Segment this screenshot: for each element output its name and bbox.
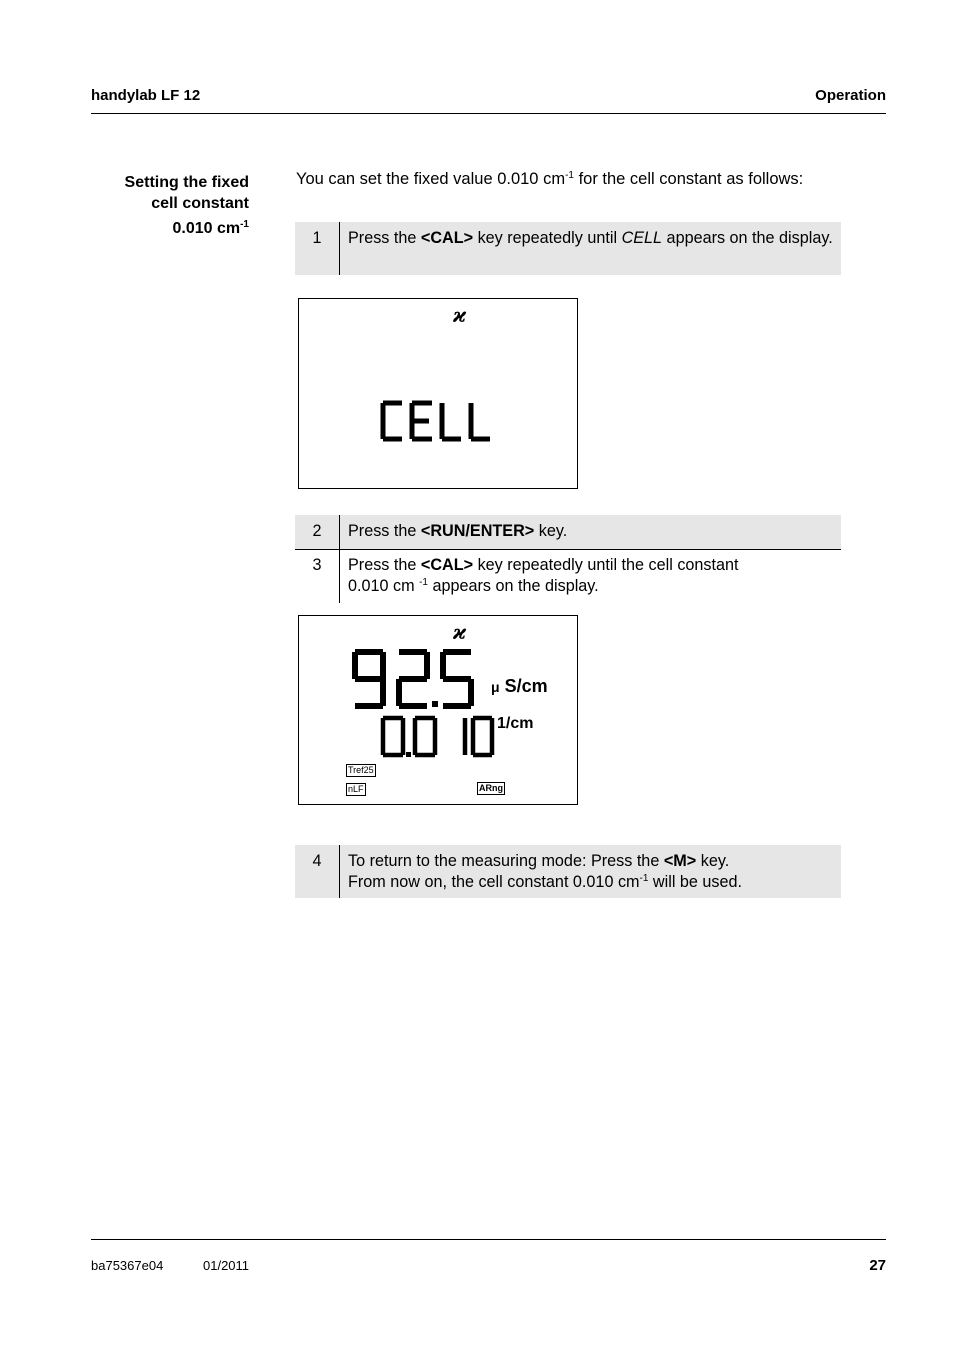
step-text (348, 228, 833, 249)
page-number: 27 (869, 1257, 886, 1274)
step-2 (295, 515, 841, 549)
step-4-part2: key. (696, 852, 730, 870)
step-4-part1: To return to the measuring mode: Press the (348, 852, 664, 870)
cell-term: CELL (621, 229, 663, 247)
header-section: Operation (815, 87, 886, 104)
header-rule (91, 113, 886, 114)
step-4-part4: will be used. (648, 872, 743, 891)
intro-text (296, 170, 803, 189)
side-heading-line1: Setting the fixed (124, 174, 249, 191)
conductivity-symbol-icon: ϰ (453, 303, 467, 327)
header-title: handylab LF 12 (91, 87, 201, 104)
step-divider (339, 550, 340, 603)
m-key: <M> (663, 852, 697, 870)
step-text (348, 851, 833, 892)
nlf-indicator: nLF (348, 784, 364, 794)
lcd-display-measurement (298, 615, 578, 805)
intro-before: You can set the fixed value 0.010 cm (296, 170, 566, 188)
main-unit (491, 676, 548, 697)
cal-key: <CAL> (420, 556, 474, 574)
step-text (348, 521, 833, 542)
step-4-sup: -1 (639, 872, 649, 884)
step-number: 3 (312, 556, 322, 574)
footer-rule (91, 1239, 886, 1240)
step-number: 1 (312, 229, 322, 247)
step-divider (339, 515, 340, 549)
step-1-part1: Press the (348, 229, 421, 247)
step-4 (295, 845, 841, 898)
step-3-part3: 0.010 cm (348, 576, 420, 595)
step-3 (295, 550, 841, 603)
step-3-sup: -1 (419, 576, 428, 588)
step-text (348, 555, 833, 596)
tref25-indicator: Tref25 (348, 765, 374, 775)
micro-prefix: μ (491, 679, 500, 695)
side-heading-sup: -1 (240, 219, 249, 230)
lcd-display-cell (298, 298, 578, 489)
intro-sup: -1 (565, 170, 574, 181)
conductivity-symbol-icon: ϰ (453, 620, 467, 644)
step-1-part2: key repeatedly until (473, 229, 622, 247)
intro-after: for the cell constant as follows: (573, 170, 804, 188)
main-value-segments (299, 616, 577, 804)
step-divider (339, 845, 340, 898)
step-4-line1 (348, 851, 833, 872)
cell-segment-text (299, 299, 577, 488)
side-heading (125, 172, 249, 239)
main-unit-text: S/cm (504, 676, 548, 696)
run-enter-key: <RUN/ENTER> (420, 522, 535, 540)
arng-indicator: ARng (479, 783, 503, 793)
step-3-line1 (348, 555, 833, 576)
step-number: 4 (312, 852, 322, 870)
step-divider (339, 222, 340, 275)
side-heading-line2: cell constant (151, 195, 249, 212)
step-number: 2 (312, 522, 322, 540)
side-heading-value: 0.010 cm (172, 220, 241, 237)
step-2-part1: Press the (348, 522, 421, 540)
step-4-line2 (348, 872, 833, 893)
step-1-part3: appears on the display. (662, 229, 833, 247)
step-2-part2: key. (534, 522, 568, 540)
step-3-part2: key repeatedly until the cell constant (473, 556, 739, 574)
footer-date: 01/2011 (203, 1258, 250, 1273)
step-3-line2 (348, 576, 833, 597)
cal-key: <CAL> (420, 229, 474, 247)
step-3-part4: appears on the display. (428, 576, 599, 595)
step-4-part3: From now on, the cell constant 0.010 cm (348, 872, 640, 891)
sub-unit: 1/cm (497, 715, 534, 732)
side-heading-line3 (125, 218, 249, 239)
footer-doc-id: ba75367e04 (91, 1258, 164, 1273)
step-1 (295, 222, 841, 275)
step-3-part1: Press the (348, 556, 421, 574)
